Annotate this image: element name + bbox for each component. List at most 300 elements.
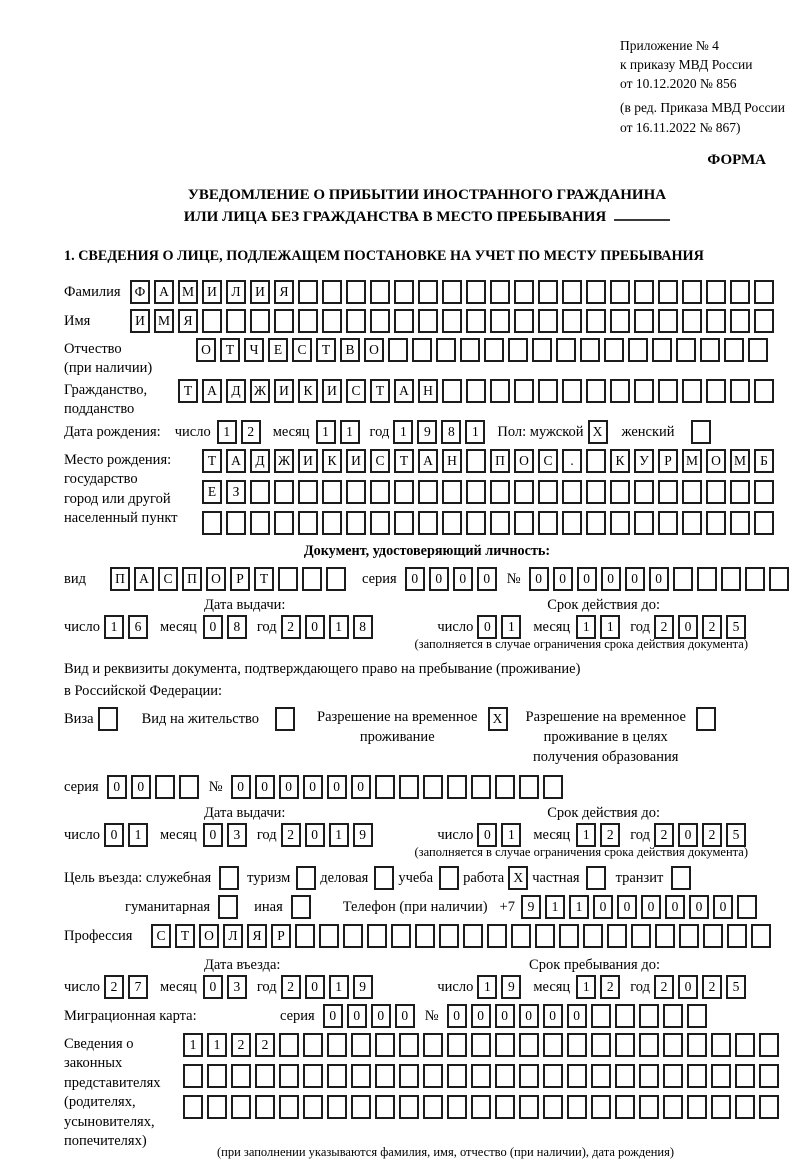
char-cell[interactable]	[418, 480, 438, 504]
char-cell[interactable]: 0	[593, 895, 613, 919]
char-cell[interactable]	[610, 480, 630, 504]
char-cell[interactable]	[735, 1064, 755, 1088]
char-cell[interactable]: Ж	[274, 449, 294, 473]
char-cell[interactable]: М	[178, 280, 198, 304]
char-cell[interactable]	[580, 338, 600, 362]
char-cell[interactable]	[604, 338, 624, 362]
char-cell[interactable]: А	[134, 567, 154, 591]
char-cell[interactable]	[634, 280, 654, 304]
char-cell[interactable]	[391, 924, 411, 948]
char-cell[interactable]	[691, 420, 711, 444]
char-cell[interactable]	[394, 480, 414, 504]
char-cell[interactable]: Д	[226, 379, 246, 403]
char-cell[interactable]: 0	[279, 775, 299, 799]
char-cell[interactable]	[538, 309, 558, 333]
char-cell[interactable]: 0	[689, 895, 709, 919]
char-cell[interactable]	[607, 924, 627, 948]
char-cell[interactable]	[218, 895, 238, 919]
char-cell[interactable]	[418, 309, 438, 333]
char-cell[interactable]: С	[158, 567, 178, 591]
char-cell[interactable]	[514, 379, 534, 403]
char-cell[interactable]: 9	[353, 975, 373, 999]
char-cell[interactable]	[543, 775, 563, 799]
char-cell[interactable]: Т	[175, 924, 195, 948]
char-cell[interactable]: А	[226, 449, 246, 473]
char-cell[interactable]	[610, 309, 630, 333]
char-cell[interactable]: 2	[241, 420, 261, 444]
char-cell[interactable]: 8	[227, 615, 247, 639]
char-cell[interactable]	[423, 1095, 443, 1119]
char-cell[interactable]: 1	[128, 823, 148, 847]
char-cell[interactable]	[703, 924, 723, 948]
char-cell[interactable]	[628, 338, 648, 362]
char-cell[interactable]	[745, 567, 765, 591]
char-cell[interactable]	[183, 1064, 203, 1088]
char-cell[interactable]	[655, 924, 675, 948]
char-cell[interactable]: С	[538, 449, 558, 473]
char-cell[interactable]	[412, 338, 432, 362]
char-cell[interactable]: 0	[495, 1004, 515, 1028]
char-cell[interactable]: И	[346, 449, 366, 473]
char-cell[interactable]: О	[364, 338, 384, 362]
char-cell[interactable]: Л	[223, 924, 243, 948]
char-cell[interactable]	[759, 1064, 779, 1088]
char-cell[interactable]: 0	[104, 823, 124, 847]
char-cell[interactable]	[231, 1095, 251, 1119]
char-cell[interactable]	[562, 309, 582, 333]
char-cell[interactable]: 0	[543, 1004, 563, 1028]
char-cell[interactable]	[583, 924, 603, 948]
char-cell[interactable]: Т	[394, 449, 414, 473]
char-cell[interactable]: М	[682, 449, 702, 473]
char-cell[interactable]	[687, 1033, 707, 1057]
char-cell[interactable]	[639, 1033, 659, 1057]
char-cell[interactable]	[696, 707, 716, 731]
char-cell[interactable]	[735, 1095, 755, 1119]
char-cell[interactable]	[658, 280, 678, 304]
char-cell[interactable]: 1	[183, 1033, 203, 1057]
char-cell[interactable]: 1	[569, 895, 589, 919]
char-cell[interactable]: М	[730, 449, 750, 473]
char-cell[interactable]	[730, 309, 750, 333]
char-cell[interactable]: О	[196, 338, 216, 362]
char-cell[interactable]	[586, 480, 606, 504]
char-cell[interactable]	[275, 707, 295, 731]
char-cell[interactable]: И	[322, 379, 342, 403]
char-cell[interactable]	[615, 1064, 635, 1088]
char-cell[interactable]: Н	[418, 379, 438, 403]
char-cell[interactable]	[466, 309, 486, 333]
char-cell[interactable]: Я	[274, 280, 294, 304]
char-cell[interactable]: С	[151, 924, 171, 948]
char-cell[interactable]	[697, 567, 717, 591]
char-cell[interactable]	[759, 1033, 779, 1057]
char-cell[interactable]: А	[418, 449, 438, 473]
char-cell[interactable]: 1	[576, 823, 596, 847]
char-cell[interactable]	[423, 1064, 443, 1088]
char-cell[interactable]	[567, 1064, 587, 1088]
char-cell[interactable]: 0	[625, 567, 645, 591]
char-cell[interactable]	[735, 1033, 755, 1057]
char-cell[interactable]	[442, 511, 462, 535]
char-cell[interactable]	[346, 280, 366, 304]
char-cell[interactable]: Р	[230, 567, 250, 591]
char-cell[interactable]: О	[206, 567, 226, 591]
char-cell[interactable]	[591, 1064, 611, 1088]
char-cell[interactable]	[676, 338, 696, 362]
char-cell[interactable]	[511, 924, 531, 948]
char-cell[interactable]	[322, 511, 342, 535]
char-cell[interactable]	[375, 775, 395, 799]
char-cell[interactable]	[532, 338, 552, 362]
char-cell[interactable]	[394, 511, 414, 535]
char-cell[interactable]: 0	[351, 775, 371, 799]
char-cell[interactable]: 0	[713, 895, 733, 919]
char-cell[interactable]	[519, 775, 539, 799]
char-cell[interactable]	[730, 480, 750, 504]
char-cell[interactable]: И	[274, 379, 294, 403]
char-cell[interactable]	[327, 1095, 347, 1119]
char-cell[interactable]: 1	[340, 420, 360, 444]
char-cell[interactable]	[346, 480, 366, 504]
char-cell[interactable]	[399, 1033, 419, 1057]
char-cell[interactable]	[466, 449, 486, 473]
char-cell[interactable]	[302, 567, 322, 591]
char-cell[interactable]: 1	[329, 615, 349, 639]
char-cell[interactable]	[508, 338, 528, 362]
char-cell[interactable]	[423, 775, 443, 799]
char-cell[interactable]: Т	[316, 338, 336, 362]
char-cell[interactable]: 0	[649, 567, 669, 591]
char-cell[interactable]: 0	[347, 1004, 367, 1028]
char-cell[interactable]: 1	[104, 615, 124, 639]
char-cell[interactable]	[495, 1064, 515, 1088]
char-cell[interactable]	[471, 775, 491, 799]
char-cell[interactable]	[610, 511, 630, 535]
char-cell[interactable]	[658, 309, 678, 333]
char-cell[interactable]	[399, 1064, 419, 1088]
char-cell[interactable]	[711, 1033, 731, 1057]
char-cell[interactable]: И	[130, 309, 150, 333]
char-cell[interactable]	[556, 338, 576, 362]
char-cell[interactable]	[562, 480, 582, 504]
char-cell[interactable]	[375, 1064, 395, 1088]
char-cell[interactable]	[442, 379, 462, 403]
char-cell[interactable]: 2	[281, 615, 301, 639]
char-cell[interactable]: 5	[726, 823, 746, 847]
char-cell[interactable]: С	[292, 338, 312, 362]
char-cell[interactable]	[490, 280, 510, 304]
char-cell[interactable]	[466, 480, 486, 504]
char-cell[interactable]: У	[634, 449, 654, 473]
char-cell[interactable]: 1	[501, 823, 521, 847]
char-cell[interactable]	[634, 480, 654, 504]
char-cell[interactable]	[250, 511, 270, 535]
char-cell[interactable]	[399, 1095, 419, 1119]
char-cell[interactable]	[663, 1095, 683, 1119]
char-cell[interactable]	[495, 1033, 515, 1057]
char-cell[interactable]: 0	[477, 615, 497, 639]
char-cell[interactable]	[322, 480, 342, 504]
char-cell[interactable]: 8	[441, 420, 461, 444]
char-cell[interactable]	[374, 866, 394, 890]
char-cell[interactable]	[495, 1095, 515, 1119]
char-cell[interactable]	[466, 379, 486, 403]
char-cell[interactable]: 1	[600, 615, 620, 639]
char-cell[interactable]: 0	[665, 895, 685, 919]
char-cell[interactable]	[559, 924, 579, 948]
char-cell[interactable]	[754, 280, 774, 304]
char-cell[interactable]	[471, 1064, 491, 1088]
char-cell[interactable]	[610, 379, 630, 403]
char-cell[interactable]	[754, 309, 774, 333]
char-cell[interactable]: 2	[654, 975, 674, 999]
char-cell[interactable]	[754, 379, 774, 403]
char-cell[interactable]	[298, 309, 318, 333]
char-cell[interactable]: И	[202, 280, 222, 304]
char-cell[interactable]: К	[610, 449, 630, 473]
char-cell[interactable]	[543, 1064, 563, 1088]
char-cell[interactable]: 9	[501, 975, 521, 999]
char-cell[interactable]	[751, 924, 771, 948]
char-cell[interactable]	[388, 338, 408, 362]
char-cell[interactable]: 0	[429, 567, 449, 591]
char-cell[interactable]: 0	[395, 1004, 415, 1028]
char-cell[interactable]: 6	[128, 615, 148, 639]
char-cell[interactable]	[326, 567, 346, 591]
char-cell[interactable]	[346, 309, 366, 333]
char-cell[interactable]: Т	[178, 379, 198, 403]
char-cell[interactable]: Ф	[130, 280, 150, 304]
char-cell[interactable]: Т	[254, 567, 274, 591]
char-cell[interactable]	[634, 379, 654, 403]
char-cell[interactable]	[255, 1064, 275, 1088]
char-cell[interactable]	[658, 511, 678, 535]
char-cell[interactable]	[490, 309, 510, 333]
char-cell[interactable]: 0	[601, 567, 621, 591]
char-cell[interactable]: 0	[577, 567, 597, 591]
char-cell[interactable]: 0	[447, 1004, 467, 1028]
char-cell[interactable]	[538, 379, 558, 403]
char-cell[interactable]: Т	[202, 449, 222, 473]
char-cell[interactable]	[724, 338, 744, 362]
char-cell[interactable]: П	[110, 567, 130, 591]
char-cell[interactable]	[663, 1033, 683, 1057]
char-cell[interactable]: 0	[305, 615, 325, 639]
char-cell[interactable]	[418, 280, 438, 304]
char-cell[interactable]: И	[250, 280, 270, 304]
char-cell[interactable]: 2	[281, 975, 301, 999]
char-cell[interactable]	[663, 1004, 683, 1028]
char-cell[interactable]	[748, 338, 768, 362]
char-cell[interactable]	[226, 309, 246, 333]
char-cell[interactable]: И	[298, 449, 318, 473]
char-cell[interactable]	[519, 1064, 539, 1088]
char-cell[interactable]	[586, 511, 606, 535]
char-cell[interactable]	[346, 511, 366, 535]
char-cell[interactable]: С	[346, 379, 366, 403]
char-cell[interactable]: 0	[255, 775, 275, 799]
char-cell[interactable]	[514, 309, 534, 333]
char-cell[interactable]: Р	[271, 924, 291, 948]
char-cell[interactable]: 2	[231, 1033, 251, 1057]
char-cell[interactable]: 1	[545, 895, 565, 919]
char-cell[interactable]: 7	[128, 975, 148, 999]
char-cell[interactable]: С	[370, 449, 390, 473]
char-cell[interactable]	[706, 309, 726, 333]
char-cell[interactable]: 1	[329, 975, 349, 999]
char-cell[interactable]	[303, 1033, 323, 1057]
char-cell[interactable]: 1	[477, 975, 497, 999]
char-cell[interactable]: 9	[353, 823, 373, 847]
char-cell[interactable]	[322, 309, 342, 333]
char-cell[interactable]	[279, 1064, 299, 1088]
char-cell[interactable]	[700, 338, 720, 362]
char-cell[interactable]	[322, 280, 342, 304]
char-cell[interactable]: Я	[247, 924, 267, 948]
char-cell[interactable]	[543, 1033, 563, 1057]
char-cell[interactable]	[471, 1033, 491, 1057]
char-cell[interactable]	[682, 280, 702, 304]
char-cell[interactable]	[567, 1033, 587, 1057]
char-cell[interactable]: А	[394, 379, 414, 403]
char-cell[interactable]	[730, 511, 750, 535]
char-cell[interactable]: 0	[553, 567, 573, 591]
char-cell[interactable]: 0	[305, 823, 325, 847]
char-cell[interactable]: П	[182, 567, 202, 591]
char-cell[interactable]: 0	[231, 775, 251, 799]
char-cell[interactable]	[298, 511, 318, 535]
char-cell[interactable]: X	[508, 866, 528, 890]
char-cell[interactable]	[615, 1033, 635, 1057]
char-cell[interactable]	[415, 924, 435, 948]
char-cell[interactable]: 0	[305, 975, 325, 999]
char-cell[interactable]	[370, 480, 390, 504]
char-cell[interactable]	[639, 1004, 659, 1028]
char-cell[interactable]	[255, 1095, 275, 1119]
char-cell[interactable]	[423, 1033, 443, 1057]
char-cell[interactable]: 5	[726, 975, 746, 999]
char-cell[interactable]	[730, 379, 750, 403]
char-cell[interactable]	[706, 379, 726, 403]
char-cell[interactable]	[562, 511, 582, 535]
char-cell[interactable]: Н	[442, 449, 462, 473]
char-cell[interactable]	[394, 309, 414, 333]
char-cell[interactable]	[687, 1064, 707, 1088]
char-cell[interactable]	[219, 866, 239, 890]
char-cell[interactable]	[538, 480, 558, 504]
char-cell[interactable]	[447, 1095, 467, 1119]
char-cell[interactable]: 0	[203, 615, 223, 639]
char-cell[interactable]: О	[199, 924, 219, 948]
char-cell[interactable]	[663, 1064, 683, 1088]
char-cell[interactable]: 1	[465, 420, 485, 444]
char-cell[interactable]	[231, 1064, 251, 1088]
char-cell[interactable]: 1	[501, 615, 521, 639]
char-cell[interactable]	[567, 1095, 587, 1119]
char-cell[interactable]	[615, 1004, 635, 1028]
char-cell[interactable]: А	[154, 280, 174, 304]
char-cell[interactable]	[418, 511, 438, 535]
char-cell[interactable]	[687, 1004, 707, 1028]
char-cell[interactable]: 0	[529, 567, 549, 591]
char-cell[interactable]: X	[588, 420, 608, 444]
char-cell[interactable]	[495, 775, 515, 799]
char-cell[interactable]	[399, 775, 419, 799]
char-cell[interactable]	[303, 1064, 323, 1088]
char-cell[interactable]	[586, 309, 606, 333]
char-cell[interactable]	[250, 480, 270, 504]
char-cell[interactable]: 3	[227, 975, 247, 999]
char-cell[interactable]: 5	[726, 615, 746, 639]
char-cell[interactable]: 0	[131, 775, 151, 799]
char-cell[interactable]: О	[706, 449, 726, 473]
char-cell[interactable]	[658, 379, 678, 403]
char-cell[interactable]	[759, 1095, 779, 1119]
char-cell[interactable]	[279, 1033, 299, 1057]
char-cell[interactable]	[639, 1095, 659, 1119]
char-cell[interactable]	[370, 309, 390, 333]
char-cell[interactable]	[202, 309, 222, 333]
char-cell[interactable]	[351, 1064, 371, 1088]
char-cell[interactable]	[754, 511, 774, 535]
char-cell[interactable]: 2	[702, 975, 722, 999]
char-cell[interactable]	[436, 338, 456, 362]
char-cell[interactable]: Я	[178, 309, 198, 333]
char-cell[interactable]	[652, 338, 672, 362]
char-cell[interactable]	[658, 480, 678, 504]
char-cell[interactable]	[737, 895, 757, 919]
char-cell[interactable]	[394, 280, 414, 304]
char-cell[interactable]	[183, 1095, 203, 1119]
char-cell[interactable]: Р	[658, 449, 678, 473]
char-cell[interactable]	[442, 280, 462, 304]
char-cell[interactable]	[370, 511, 390, 535]
char-cell[interactable]	[447, 775, 467, 799]
char-cell[interactable]	[447, 1033, 467, 1057]
char-cell[interactable]	[514, 480, 534, 504]
char-cell[interactable]: 1	[329, 823, 349, 847]
char-cell[interactable]	[687, 1095, 707, 1119]
char-cell[interactable]	[278, 567, 298, 591]
char-cell[interactable]	[754, 480, 774, 504]
char-cell[interactable]	[226, 511, 246, 535]
char-cell[interactable]: 2	[702, 823, 722, 847]
char-cell[interactable]	[298, 480, 318, 504]
char-cell[interactable]	[730, 280, 750, 304]
char-cell[interactable]: Б	[754, 449, 774, 473]
char-cell[interactable]	[706, 511, 726, 535]
char-cell[interactable]	[298, 280, 318, 304]
char-cell[interactable]: Л	[226, 280, 246, 304]
char-cell[interactable]: 3	[227, 823, 247, 847]
char-cell[interactable]	[447, 1064, 467, 1088]
char-cell[interactable]	[682, 379, 702, 403]
char-cell[interactable]	[351, 1033, 371, 1057]
char-cell[interactable]: З	[226, 480, 246, 504]
char-cell[interactable]: 1	[576, 615, 596, 639]
char-cell[interactable]	[711, 1064, 731, 1088]
char-cell[interactable]	[439, 924, 459, 948]
char-cell[interactable]	[375, 1095, 395, 1119]
char-cell[interactable]	[202, 511, 222, 535]
char-cell[interactable]	[207, 1095, 227, 1119]
char-cell[interactable]	[442, 309, 462, 333]
char-cell[interactable]	[591, 1004, 611, 1028]
char-cell[interactable]	[610, 280, 630, 304]
char-cell[interactable]: 0	[567, 1004, 587, 1028]
char-cell[interactable]: К	[298, 379, 318, 403]
